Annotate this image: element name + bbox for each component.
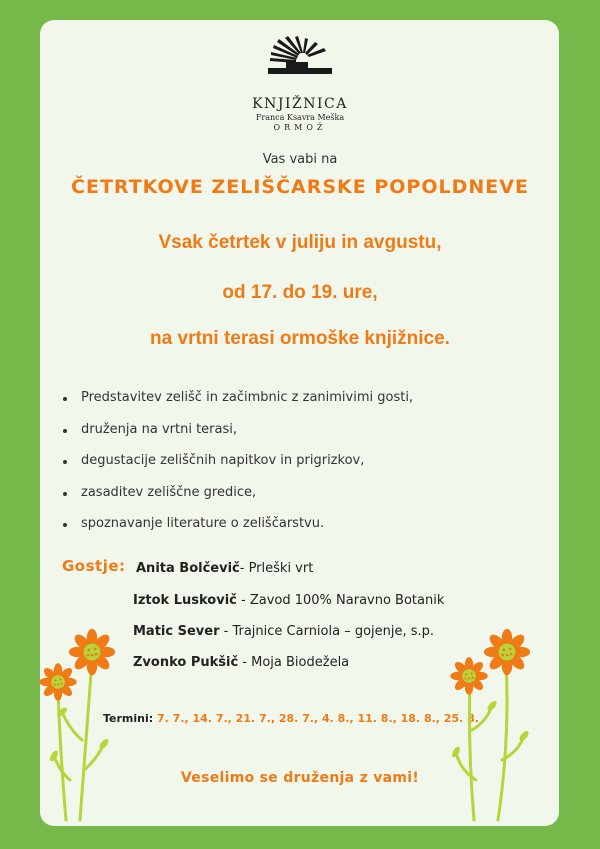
list-item: Predstavitev zelišč in začimbnic z zanimivimi gosti, (62, 389, 413, 421)
guest-name: Zvonko Pukšič (133, 655, 239, 670)
guest-name: Anita Bolčevič (136, 561, 240, 576)
detail-line-days: Vsak četrtek v juliju in avgustu, (158, 232, 442, 253)
flower-icon (484, 629, 530, 675)
guest-org: - Trajnice Carniola – gojenje, s.p. (219, 624, 435, 639)
flower-icon (39, 663, 76, 700)
detail-line-time: od 17. do 19. ure, (222, 282, 378, 303)
list-item: zasaditev zeliščne gredice, (62, 484, 413, 516)
guest-name: Iztok Luskovič (133, 593, 237, 608)
guests-label: Gostje: (62, 557, 126, 575)
closing-text: Veselimo se druženja z vami! (180, 770, 420, 786)
list-item: druženja na vrtni terasi, (62, 421, 413, 453)
library-name: KNJIŽNICA (252, 96, 348, 112)
event-title: ČETRTKOVE ZELIŠČARSKE POPOLDNEVE (71, 176, 529, 198)
guest-org: - Zavod 100% Naravno Botanik (236, 593, 445, 608)
guest-org: - Prleški vrt (239, 561, 314, 576)
library-subtitle: Franca Ksavra Meška (255, 113, 345, 122)
invite-text: Vas vabi na (262, 152, 338, 167)
guest-org: - Moja Biodežela (238, 655, 350, 670)
list-item: degustacije zeliščnih napitkov in prigrizkov, (62, 452, 413, 484)
library-city: ORMOŽ (273, 123, 327, 132)
list-item: spoznavanje literature o zeliščarstvu. (62, 515, 413, 547)
dates-list: 7. 7., 14. 7., 21. 7., 28. 7., 4. 8., 11. 8., 18. 8., 25. 8. (157, 712, 479, 725)
detail-line-place: na vrtni terasi ormoške knjižnice. (150, 328, 450, 349)
flower-icon (450, 657, 487, 694)
flower-icon (69, 629, 115, 675)
guest-name: Matic Sever (133, 624, 220, 639)
dates-label: Termini: (103, 712, 154, 725)
